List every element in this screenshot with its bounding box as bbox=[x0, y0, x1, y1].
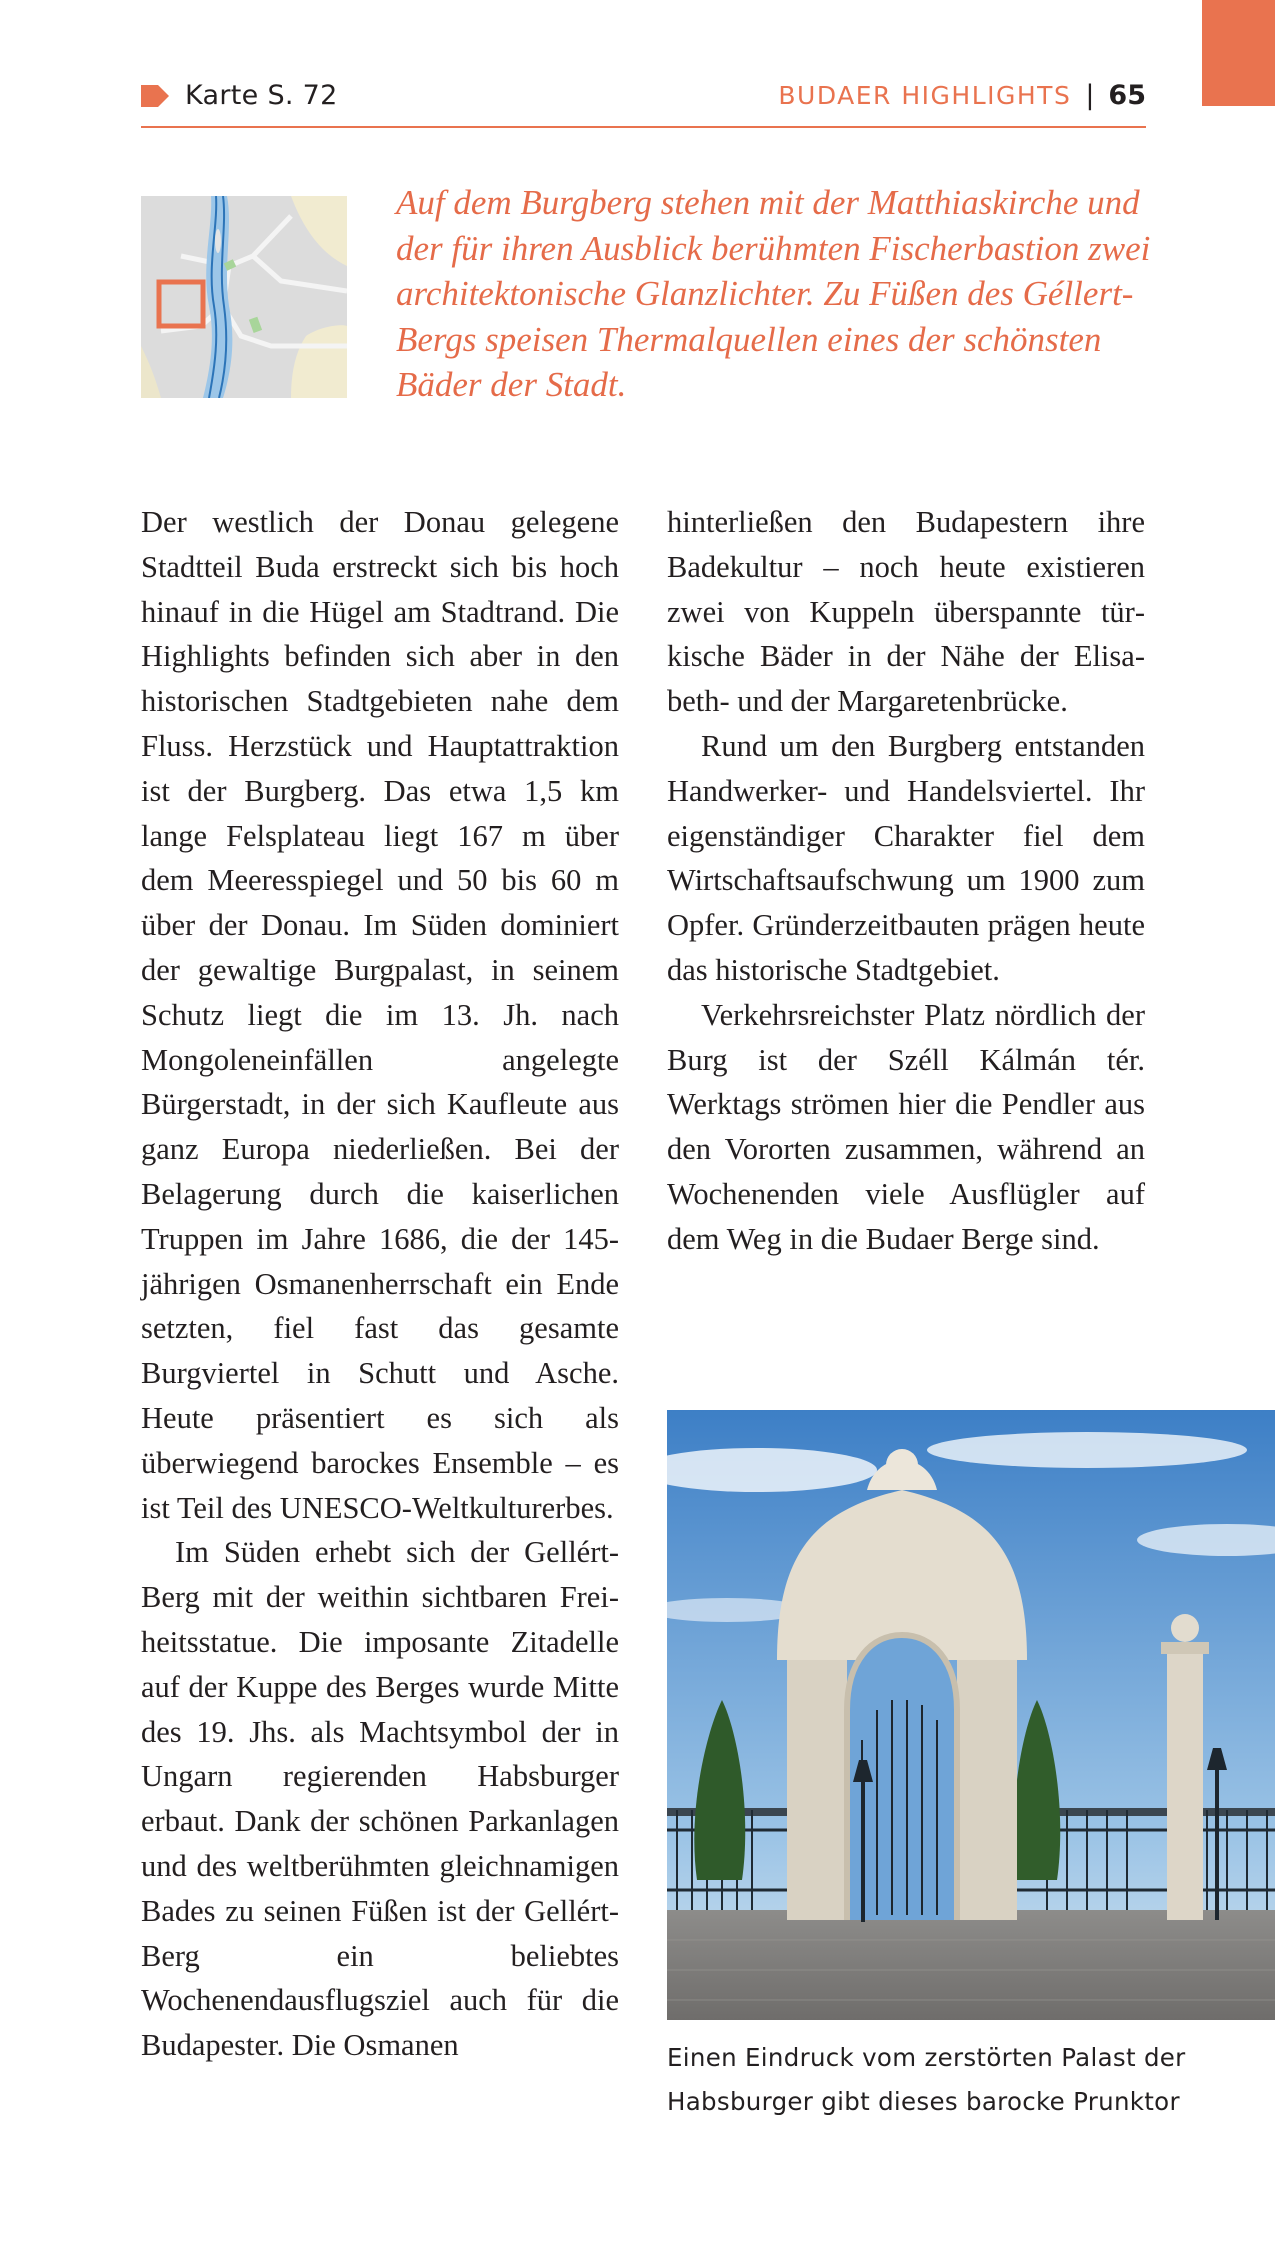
map-reference-label: Karte S. 72 bbox=[185, 80, 338, 111]
photo-caption: Einen Eindruck vom zerstörten Palast der Habsburger gibt dieses barocke Prunktor bbox=[667, 2043, 1186, 2116]
page-header bbox=[141, 76, 1146, 128]
map-reference[interactable] bbox=[141, 76, 338, 116]
baroque-gate-photo bbox=[667, 1410, 1275, 2020]
section-reference bbox=[778, 76, 1146, 116]
page-number: 65 bbox=[1108, 80, 1146, 111]
locator-map bbox=[141, 196, 347, 398]
page-corner-tab bbox=[1202, 0, 1275, 106]
section-title: BUDAER HIGHLIGHTS bbox=[778, 81, 1072, 110]
paragraph: Rund um den Burgberg entstanden Handwerker- und Handelsviertel. Ihr eigenständiger Charakter fiel dem Wirtschaftsaufschwung um 1900 zum Opfer. Gründerzeitbauten prägen heute das historische Stadtgebiet. bbox=[667, 728, 1145, 987]
paragraph: Der westlich der Donau gelegene Stadtteil Buda erstreckt sich bis hoch hinauf in die Hügel am Stadtrand. Die Highlights befinden sich aber in den historischen Stadtgebieten nahe dem Fluss. Herzstück und Hauptattraktion ist der Burgberg. Das etwa 1,5 km lange Felsplateau liegt 167 m über dem Meeresspiegel und 50 bis 60 m über der Donau. Im Süden dominiert der gewaltige Burgpalast, in seinem Schutz liegt die im 13. Jh. nach Mongoleneinfällen angelegte Bürgerstadt, in der sich Kaufleute aus ganz Europa niederließen. Bei der Belagerung durch die kaiserlichen Truppen im Jahre 1686, die der 145-jährigen Osmanenherrschaft ein Ende setzten, fiel fast das gesamte Burgviertel in Schutt und Asche. Heute präsentiert es sich als überwiegend barockes Ensemble – es ist Teil des UNESCO-Weltkulturerbes. bbox=[141, 505, 619, 1525]
right-text-column bbox=[667, 500, 1145, 1262]
left-text-column bbox=[141, 500, 619, 2068]
paragraph: Verkehrsreichster Platz nördlich der Burg ist der Széll Kálmán tér. Werktags strömen hier die Pendler aus den Vororten zusammen, während an Wochenenden viele Ausflügler auf dem Weg in die Budaer Berge sind. bbox=[667, 997, 1145, 1256]
header-separator: | bbox=[1085, 80, 1095, 111]
arrow-tag-icon bbox=[141, 85, 169, 107]
intro-text: Auf dem Burgberg stehen mit der Matthiaskirche und der für ihren Ausblick berühmten Fischerbastion zwei architektonische Glanzlichter. Zu Füßen des Géllert-Bergs speisen Thermalquellen eines der schönsten Bäder der Stadt. bbox=[396, 183, 1151, 404]
paragraph: Im Süden erhebt sich der Gellért-Berg mit der weithin sichtbaren Freiheitsstatue. Die imposante Zitadelle auf der Kuppe des Berges wurde Mitte des 19. Jhs. als Machtsymbol der in Ungarn regierenden Habsburger erbaut. Dank der schönen Parkanlagen und des weltberühmten gleichnamigen Bades zu seinen Füßen ist der Gellért-Berg ein beliebtes Wochenendausflugsziel auch für die Budapester. Die Osmanen bbox=[141, 1535, 619, 2063]
paragraph: hinterließen den Budapestern ihre Badekultur – noch heute existieren zwei von Kuppeln überspannte türkische Bäder in der Nähe der Elisabeth- und der Margaretenbrücke. bbox=[667, 505, 1145, 719]
